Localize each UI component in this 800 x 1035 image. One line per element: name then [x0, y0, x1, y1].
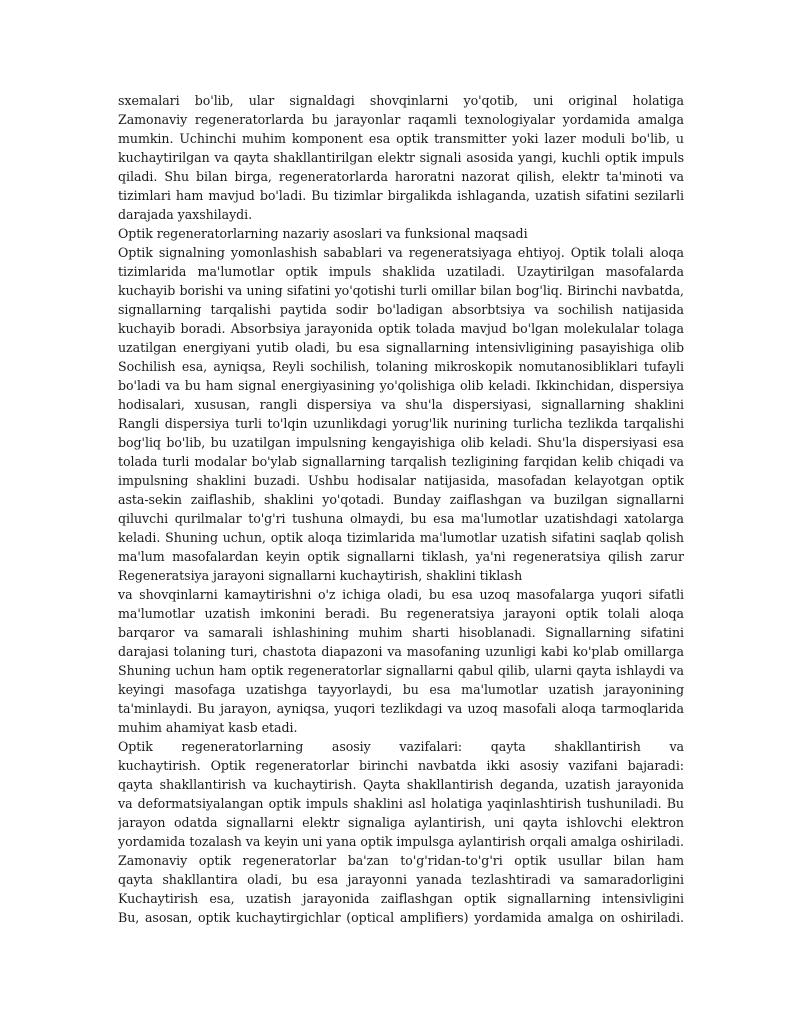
text-line: bo'ladi va bu ham signal energiyasining yo'qolishiga olib keladi. Ikkinchidan, dispersiya	[118, 378, 684, 393]
text-line: ta'minlaydi. Bu jarayon, ayniqsa, yuqori tezlikdagi va uzoq masofali aloqa tarmoqlarida	[118, 701, 684, 716]
text-line: va deformatsiyalangan optik impuls shaklini asl holatiga yaqinlashtirish tushuniladi. Bu	[118, 796, 684, 811]
text-line: ma'lumotlar uzatish imkonini beradi. Bu regeneratsiya jarayoni optik tolali aloqa	[118, 606, 684, 621]
text-line: qayta shakllantira oladi, bu esa jarayonni yanada tezlashtiradi va samaradorligini	[118, 872, 684, 887]
text-line: asta-sekin zaiflashib, shaklini yo'qotadi. Bunday zaiflashgan va buzilgan signallarni	[118, 492, 684, 507]
text-line: keyingi masofaga uzatishga tayyorlaydi, bu esa ma'lumotlar uzatish jarayonining	[118, 682, 684, 697]
text-line: Shuning uchun ham optik regeneratorlar signallarni qabul qilib, ularni qayta ishlaydi va	[118, 663, 684, 678]
text-line: kuchaytirilgan va qayta shakllantirilgan elektr signali asosida yangi, kuchli optik impuls	[118, 150, 684, 165]
text-line: Optik signalning yomonlashish sabablari va regeneratsiyaga ehtiyoj. Optik tolali aloqa	[118, 245, 684, 260]
text-line: kuchayib borishi va uning sifatini yo'qotishi turli omillar bilan bog'liq. Birinchi navbatda,	[118, 283, 684, 298]
text-line: Zamonaviy optik regeneratorlar ba'zan to'g'ridan-to'g'ri optik usullar bilan ham	[118, 853, 684, 868]
text-line: hodisalari, xususan, rangli dispersiya va shu'la dispersiyasi, signallarning shaklini	[118, 397, 684, 412]
text-line: uzatilgan energiyani yutib oladi, bu esa signallarning intensivligining pasayishiga olib	[118, 340, 684, 355]
text-line: darajasi tolaning turi, chastota diapazoni va masofaning uzunligi kabi ko'plab omillarga	[118, 644, 684, 659]
text-line: Rangli dispersiya turli to'lqin uzunlikdagi yorug'lik nurining turlicha tezlikda tarqalishi	[118, 416, 684, 431]
text-line: ma'lum masofalardan keyin optik signallarni tiklash, ya'ni regeneratsiya qilish zarur	[118, 549, 684, 564]
text-line: tizimlarida ma'lumotlar optik impuls shaklida uzatiladi. Uzaytirilgan masofalarda	[118, 264, 684, 279]
text-line: Zamonaviy regeneratorlarda bu jarayonlar raqamli texnologiyalar yordamida amalga	[118, 112, 684, 127]
text-line: keladi. Shuning uchun, optik aloqa tizimlarida ma'lumotlar uzatish sifatini saqlab qolish	[118, 530, 684, 545]
text-line: Bu, asosan, optik kuchaytirgichlar (optical amplifiers) yordamida amalga on oshiriladi.	[118, 910, 684, 925]
text-line: Regeneratsiya jarayoni signallarni kuchaytirish, shaklini tiklash	[118, 568, 523, 583]
document-body	[118, 91, 684, 927]
text-line: bog'liq bo'lib, bu uzatilgan impulsning kengayishiga olib keladi. Shu'la dispersiyasi esa	[118, 435, 684, 450]
text-line: darajada yaxshilaydi.	[118, 207, 253, 222]
text-line: Sochilish esa, ayniqsa, Reyli sochilish, tolaning mikroskopik nomutanosibliklari tufayli	[118, 359, 684, 374]
text-line: Optik regeneratorlarning nazariy asoslari va funksional maqsadi	[118, 226, 528, 241]
text-line: tizimlari ham mavjud bo'ladi. Bu tizimlar birgalikda ishlaganda, uzatish sifatini sezilarli	[118, 188, 684, 203]
text-line: impulsning shaklini buzadi. Ushbu hodisalar natijasida, masofadan kelayotgan optik	[118, 473, 684, 488]
text-line: tolada turli modalar bo'ylab signallarning tarqalish tezligining farqidan kelib chiqadi va	[118, 454, 684, 469]
text-line: yordamida tozalash va keyin uni yana optik impulsga aylantirish orqali amalga oshiriladi.	[118, 834, 684, 849]
text-line: signallarning tarqalishi paytida sodir bo'ladigan absorbtsiya va sochilish natijasida	[118, 302, 684, 317]
text-line: muhim ahamiyat kasb etadi.	[118, 720, 298, 735]
text-line: sxemalari bo'lib, ular signaldagi shovqinlarni yo'qotib, uni original holatiga	[118, 93, 684, 108]
text-line: qiluvchi qurilmalar to'g'ri tushuna olmaydi, bu esa ma'lumotlar uzatishdagi xatolarga	[118, 511, 684, 526]
text-line: qayta shakllantirish va kuchaytirish. Qayta shakllantirish deganda, uzatish jarayonida	[118, 777, 684, 792]
text-line: va shovqinlarni kamaytirishni o'z ichiga oladi, bu esa uzoq masofalarga yuqori sifatli	[118, 587, 684, 602]
text-line: barqaror va samarali ishlashining muhim sharti hisoblanadi. Signallarning sifatini	[118, 625, 684, 640]
text-line: mumkin. Uchinchi muhim komponent esa optik transmitter yoki lazer moduli bo'lib, u	[118, 131, 684, 146]
text-line: Kuchaytirish esa, uzatish jarayonida zaiflashgan optik signallarning intensivligini	[118, 891, 684, 906]
text-line: Optik regeneratorlarning asosiy vazifalari: qayta shakllantirish va	[118, 739, 684, 754]
text-line: kuchaytirish. Optik regeneratorlar birinchi navbatda ikki asosiy vazifani bajaradi:	[118, 758, 684, 773]
text-line: qiladi. Shu bilan birga, regeneratorlarda haroratni nazorat qilish, elektr ta'minoti va	[118, 169, 684, 184]
text-line: jarayon odatda signallarni elektr signaliga aylantirish, uni qayta ishlovchi elektron	[118, 815, 684, 830]
text-line: kuchayib boradi. Absorbsiya jarayonida optik tolada mavjud bo'lgan molekulalar tolaga	[118, 321, 684, 336]
